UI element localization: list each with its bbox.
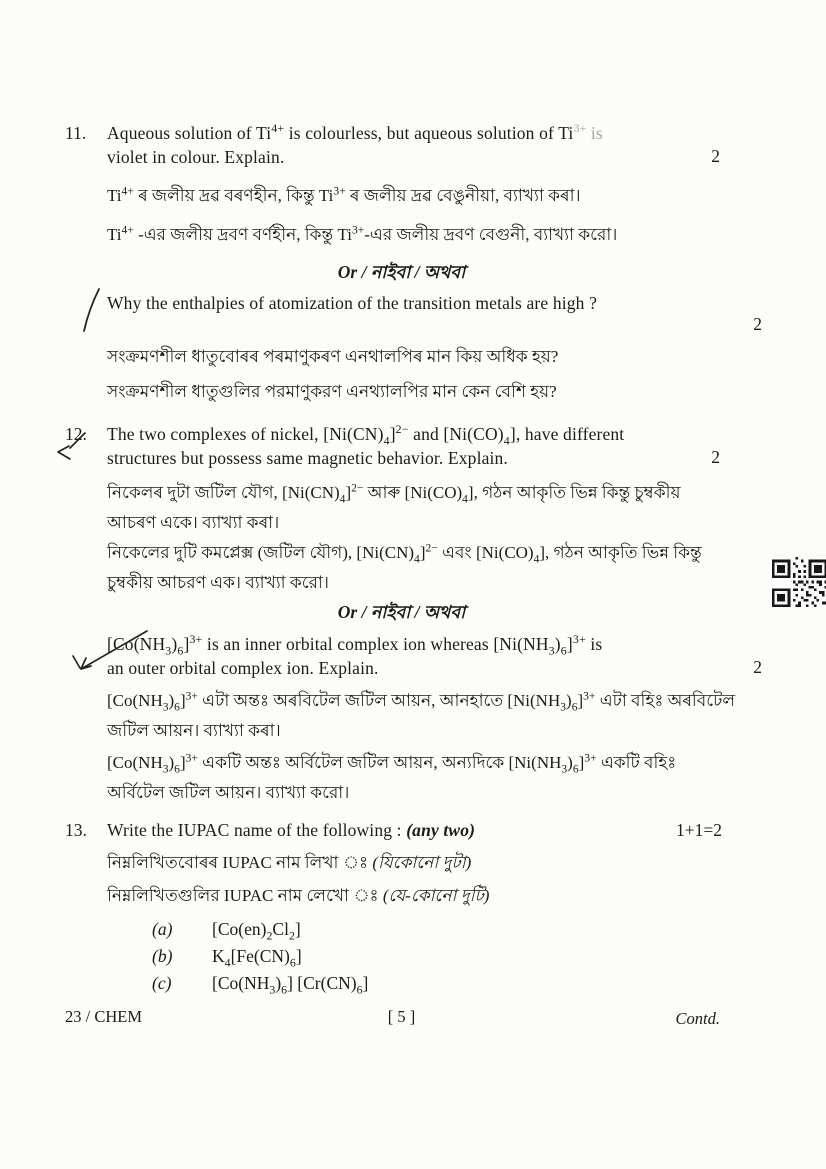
list-item [65,916,738,943]
item-c-label: (c) [152,973,172,993]
question-13 [65,818,738,842]
question-13-items [65,916,738,997]
list-item [65,943,738,970]
question-11-assamese: $Ti^{4+}$ ৰ জলীয় দ্ৰৱ বৰণহীন, কিন্তু $Ti^{3+}$ ৰ জলীয় দ্ৰৱ বেঙুনীয়া, ব্যাখ্যা কৰা। [107,184,581,205]
question-12-or [107,632,762,680]
question-11-marks: 2 [711,146,720,166]
qr-code [771,557,826,612]
question-12-or-assamese: $[Co(NH_3)_6]^{3+}$ এটা অন্তঃ অৰবিটেল জটিল আয়ন, আনহাতে $[Ni(NH_3)_6]^{3+}$ এটা বহিঃ অৰবিটেল জটিল আয়ন। ব্যাখ্যা কৰা। [107,689,736,740]
question-12-text-en: The two complexes of nickel, $[Ni(CN)_4]^{2-}$ and $[Ni(CO)_4]$, have different structures but possess same magnetic behavior. Explain. [107,422,625,468]
question-12 [65,422,738,470]
item-b-label: (b) [152,946,173,966]
item-c-formula: $[Co(NH_3)_6]$ $[Cr(CN)_6]$ [212,973,369,997]
list-item [65,970,738,997]
question-11-or-marks: 2 [753,314,762,334]
contd-label: Contd. [675,1009,720,1028]
item-a-label: (a) [152,919,173,939]
question-12-or-text-en: $[Co(NH_3)_6]^{3+}$ is an inner orbital complex ion whereas $[Ni(NH_3)_6]^{3+}$ is an outer orbital complex ion. Explain. [107,632,603,678]
question-12-number: 12. [65,424,87,444]
question-11-or-text-en: Why the enthalpies of atomization of the transition metals are high ? [107,293,597,313]
page-number: [ 5 ] [387,1007,416,1026]
question-12-or-bengali: $[Co(NH_3)_6]^{3+}$ একটি অন্তঃ অর্বিটেল জটিল আয়ন, অন্যদিকে $[Ni(NH_3)_6]^{3+}$ একটি বহিঃ অর্বিটেল জটিল আয়ন। ব্যাখ্যা করো। [107,751,677,802]
question-12-assamese: নিকেলৰ দুটা জটিল যৌগ, $[Ni(CN)_4]^{2-}$ আৰু $[Ni(CO)_4]$, গঠন আকৃতি ভিন্ন কিন্তু চুম্বকীয় আচৰণ একে। ব্যাখ্যা কৰা। [107,481,681,532]
question-12-marks: 2 [711,447,720,467]
question-11-or-bengali: সংক্রমণশীল ধাতুগুলির পরমাণুকরণ এনথ্যালপির মান কেন বেশি হয়? [107,382,557,401]
question-12-or-marks: 2 [753,657,762,677]
question-11-number: 11. [65,123,87,143]
question-13-assamese: নিম্নলিখিতবোৰৰ IUPAC নাম লিখা ঃ (যিকোনো দুটা) [107,853,472,872]
question-11 [65,121,738,169]
question-13-bengali: নিম্নলিখিতগুলির IUPAC নাম লেখো ঃ (যে-কোনো দুটি) [107,886,490,905]
or-divider-2: Or / নাইবা / অথবা [337,602,466,622]
question-11-bengali: $Ti^{4+}$ -এর জলীয় দ্রবণ বর্ণহীন, কিন্তু $Ti^{3+}-এর$ জলীয় দ্রবণ বেগুনী, ব্যাখ্যা করো। [107,223,618,244]
item-a-formula: $[Co(en)_2Cl_2]$ [212,919,301,943]
question-13-number: 13. [65,820,87,840]
item-b-formula: $K_4[Fe(CN)_6]$ [212,946,302,970]
question-13-text-en: Write the IUPAC name of the following : (any two) [107,820,476,840]
question-11-or-assamese: সংক্ৰমণশীল ধাতুবোৰৰ পৰমাণুকৰণ এনথালপিৰ মান কিয় অধিক হয়? [107,347,559,366]
question-area [65,121,762,997]
paper-code: 23 / CHEM [65,1007,143,1026]
question-13-marks: 1+1=2 [676,820,722,840]
or-divider-1: Or / নাইবা / অথবা [337,262,466,282]
question-11-text-en: Aqueous solution of $Ti^{4+}$ is colourless, but aqueous solution of $Ti^{3+}$ is violet in colour. Explain. [107,121,603,167]
question-12-bengali: নিকেলের দুটি কমপ্লেক্স (জটিল যৌগ), $[Ni(CN)_4]^{2-}$ এবং $[Ni(CO)_4]$, গঠন আকৃতি ভিন্ন কিন্তু চুম্বকীয় আচরণ এক। ব্যাখ্যা করো। [107,541,702,592]
question-11-or [107,291,762,337]
